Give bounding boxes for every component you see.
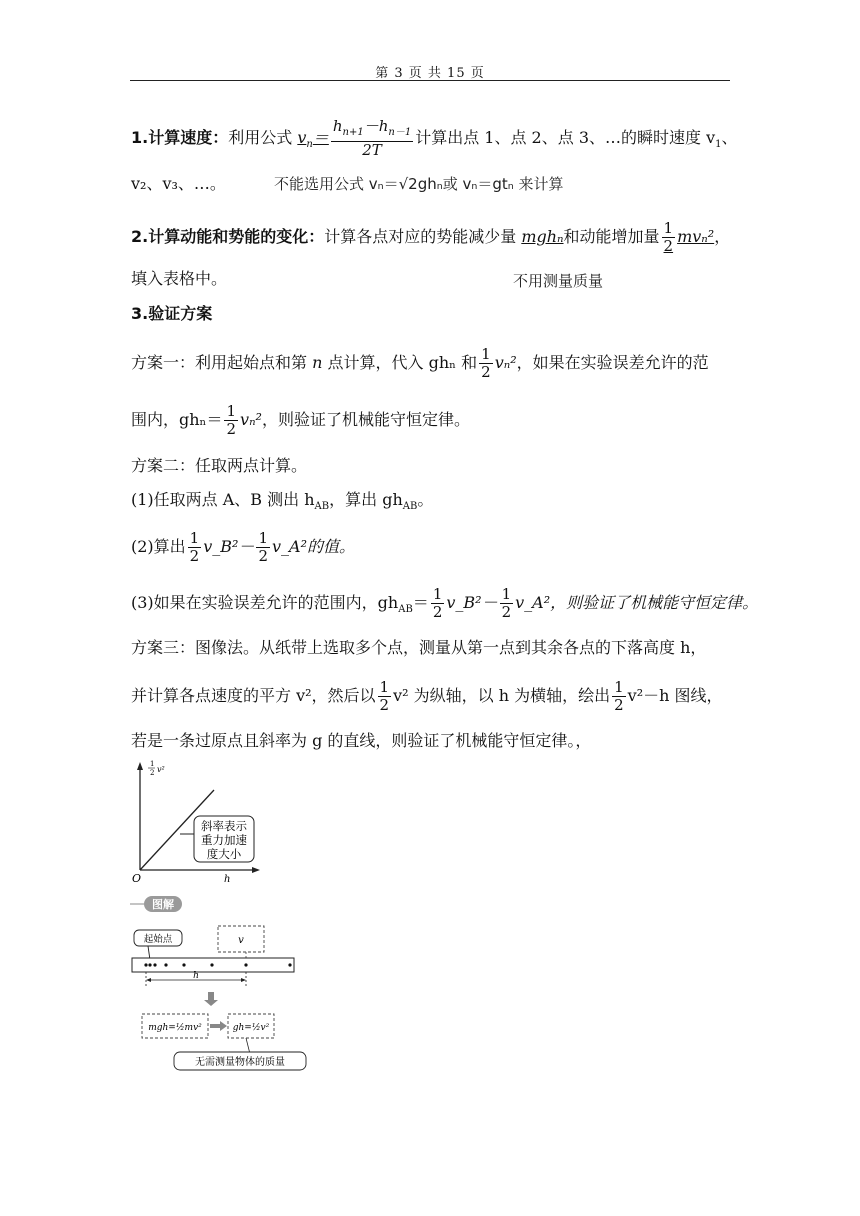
graph-x-label: h [224,874,231,885]
plan3-line3: 若是一条过原点且斜率为 g 的直线，则验证了机械能守恒定律。， [131,731,592,750]
tape-dot-5 [182,963,185,966]
step2-ke: mvₙ² [677,227,715,246]
plan3-line1: 方案三：图像法。从纸带上选取多个点，测量从第一点到其余各点的下落高度 h， [131,638,707,657]
graph-note-line1: 斜率表示 [201,819,247,833]
tape-diagram [128,894,308,1074]
step1-after: 计算出点 1、点 2、点 3、…的瞬时速度 v [415,128,716,147]
plan2-title: 方案二：任取两点计算。 [131,456,308,475]
v-label: v [238,935,244,946]
step1-title: 1.计算速度： [131,128,229,147]
step1-before: 利用公式 [228,128,293,147]
plan2-item2: (2)算出 $\frac{1}{2}$ v_B²－ $\frac{1}{2}$ v_A²的值。 [131,529,355,565]
graph-y-label-num: 1 [150,760,155,768]
step2-text1: 计算各点对应的势能减少量 [324,227,522,246]
header-divider [130,80,730,81]
plan1-line1: 方案一：利用起始点和第 n 点计算，代入 ghₙ 和 $\frac{1}{2}$ vₙ²，如果在实验误差允许的范 [131,345,709,381]
plan3-line2: 并计算各点速度的平方 v²，然后以 $\frac{1}{2}$ v² 为纵轴，以 h 为横轴，绘出 $\frac{1}{2}$ v²－h 图线， [131,678,723,714]
energy-box-1-text: mgh=½mv² [148,1023,202,1033]
bottom-note: 无需测量物体的质量 [195,1057,285,1068]
tape-dot-3 [153,963,156,966]
step2-mgh: mghₙ [521,227,564,246]
step2-tail: ， [714,227,731,246]
graph-note-line2: 重力加速 [201,833,247,847]
graph-y-arrow [137,762,143,770]
step1-note: 不能选用公式 vₙ＝√2ghₙ或 vₙ＝gtₙ 来计算 [274,175,564,193]
graph-x-arrow [252,867,260,873]
tape-dot-7 [244,963,247,966]
step2-fraction: $\frac{1}{2}$ [663,219,674,255]
plan2-item3: (3)如果在实验误差允许的范围内，$gh_{AB}=$ $\frac{1}{2}$ v_B²－ $\frac{1}{2}$ v_A²，则验证了机械能守恒定律。 [131,585,759,621]
step2-line1 [131,220,730,255]
step2-text2: 和动能增加量 [563,227,660,246]
tape-dot-2 [148,963,151,966]
step2-line2: 填入表格中。 [131,269,228,288]
step1-line2: v₂、v₃、…。 [131,174,226,193]
right-arrow-icon [210,1021,227,1031]
plan1-line2: 围内，ghₙ＝ $\frac{1}{2}$ vₙ²，则验证了机械能守恒定律。 [131,402,470,438]
step1-fraction: $\frac{h_{n+1}-h_{n-1}}{2T}$ [332,117,412,159]
step1-vn: $v_n=$ [297,128,329,151]
graph-y-label-v: v² [157,765,165,774]
h-label: h [193,971,199,981]
step2-note: 不用测量质量 [513,272,604,290]
graph-note-line3: 度大小 [206,847,242,861]
tag-label: 图解 [152,898,174,911]
tape-dot-8 [288,963,291,966]
start-label: 起始点 [143,934,173,945]
page-header: 第 3 页 共 15 页 [375,66,485,81]
tape-dot-1 [144,963,147,966]
tape-dot-6 [210,963,213,966]
tape-dot-4 [164,963,167,966]
step1-after-tail: 、 [721,128,738,147]
energy-box-2-text: gh=½v² [232,1023,270,1033]
step1-after-sub: 1 [715,139,722,151]
graph-y-label-den: 2 [150,769,155,777]
graph-origin-label: O [132,872,142,885]
v2-h-graph [128,760,268,888]
down-arrow-icon [204,992,218,1006]
step2-title: 2.计算动能和势能的变化： [131,227,325,246]
step3-title: 3.验证方案 [131,304,213,323]
plan2-item1: (1)任取两点 A、B 测出 $h_{AB}$，算出 $gh_{AB}$。 [131,490,434,513]
step1-line1 [131,118,738,159]
